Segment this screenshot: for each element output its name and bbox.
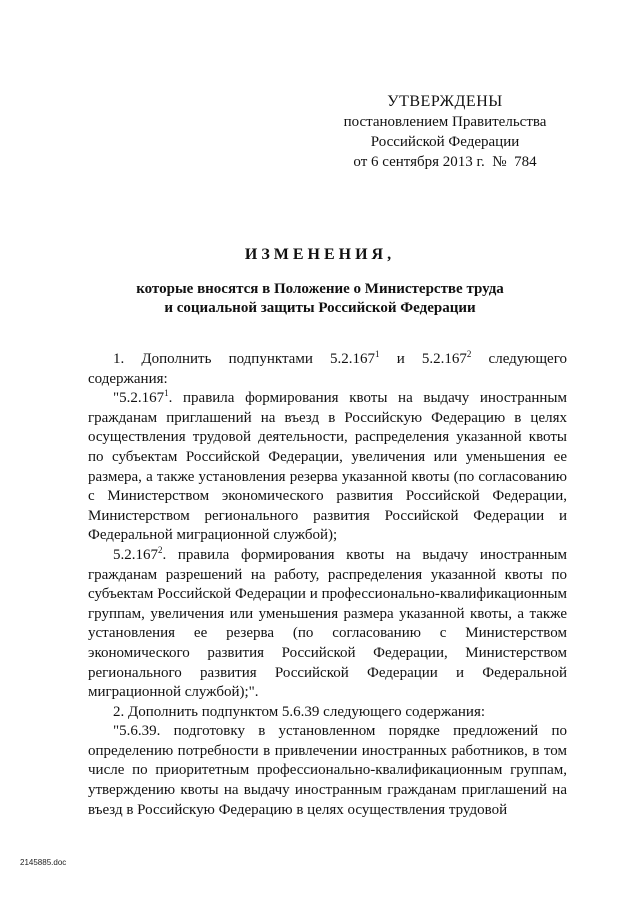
paragraph-3-text-b: . правила формирования квоты на выдачу иностранным гражданам разрешений на работу, распределения указанной квоты по субъектам Российской Федерации и профессионально-квалификационным группам, увеличения или уменьшения размера указанной квоты, а также установления ее резерва (по согласованию с Министерством экономического развития Российской Федерации, Министерством регионального развития Российской Федерации и Федеральной миграционной службой);". [88, 546, 567, 701]
paragraph-1 [88, 350, 567, 389]
paragraph-2 [88, 389, 567, 546]
paragraph-2-text-b: . правила формирования квоты на выдачу иностранным гражданам приглашений на въезд в Российскую Федерацию в целях осуществления трудовой деятельности, распределения указанной квоты по субъектам Российской Федерации, увеличения или уменьшения ее размера, а также установления резерва указанной квоты (по согласованию с Министерством экономического развития Российской Федерации, Министерством регионального развития Российской Федерации и Федеральной миграционной службой); [88, 390, 567, 544]
paragraph-1-text-b: и 5.2.167 [379, 351, 467, 367]
document-subtitle [90, 280, 550, 318]
document-body [88, 350, 567, 820]
approval-number: 784 [514, 154, 537, 170]
approval-stamp [330, 92, 560, 172]
approval-number-sign: № [492, 154, 507, 170]
approval-date: от 6 сентября 2013 г. [353, 154, 485, 170]
subtitle-line-1: которые вносятся в Положение о Министерстве труда [136, 281, 504, 297]
paragraph-1-text-c: следующего содержания: [88, 351, 567, 387]
approved-heading: УТВЕРЖДЕНЫ [387, 93, 503, 110]
paragraph-3 [88, 546, 567, 703]
paragraph-4: 2. Дополнить подпунктом 5.6.39 следующего содержания: [113, 703, 486, 720]
subtitle-line-2: и социальной защиты Российской Федерации [164, 300, 476, 316]
paragraph-1-text-a: 1. Дополнить подпунктами 5.2.167 [113, 351, 376, 367]
paragraph-3-sup: 2 [158, 544, 163, 555]
paragraph-1-sup-1: 1 [375, 349, 380, 359]
approval-line-government: Российской Федерации [370, 134, 520, 150]
paragraph-1-sup-2: 2 [466, 349, 472, 359]
paragraph-2-text-a: "5.2.167 [113, 390, 165, 407]
file-code: 2145885.doc [20, 858, 67, 867]
document-title: ИЗМЕНЕНИЯ, [244, 246, 396, 263]
paragraph-3-text-a: 5.2.167 [113, 546, 158, 563]
paragraph-5: "5.6.39. подготовку в установленном порядке предложений по определению потребности в привлечении иностранных работников, в том числе по приоритетным профессионально-квалификационным группам, утверждению квоты на выдачу иностранным гражданам приглашений на въезд в Российскую Федерацию в целях осуществления трудовой [88, 723, 567, 818]
paragraph-2-sup: 1 [164, 388, 169, 399]
approval-line-decree: постановлением Правительства [343, 114, 547, 130]
approval-date-number [330, 152, 560, 172]
